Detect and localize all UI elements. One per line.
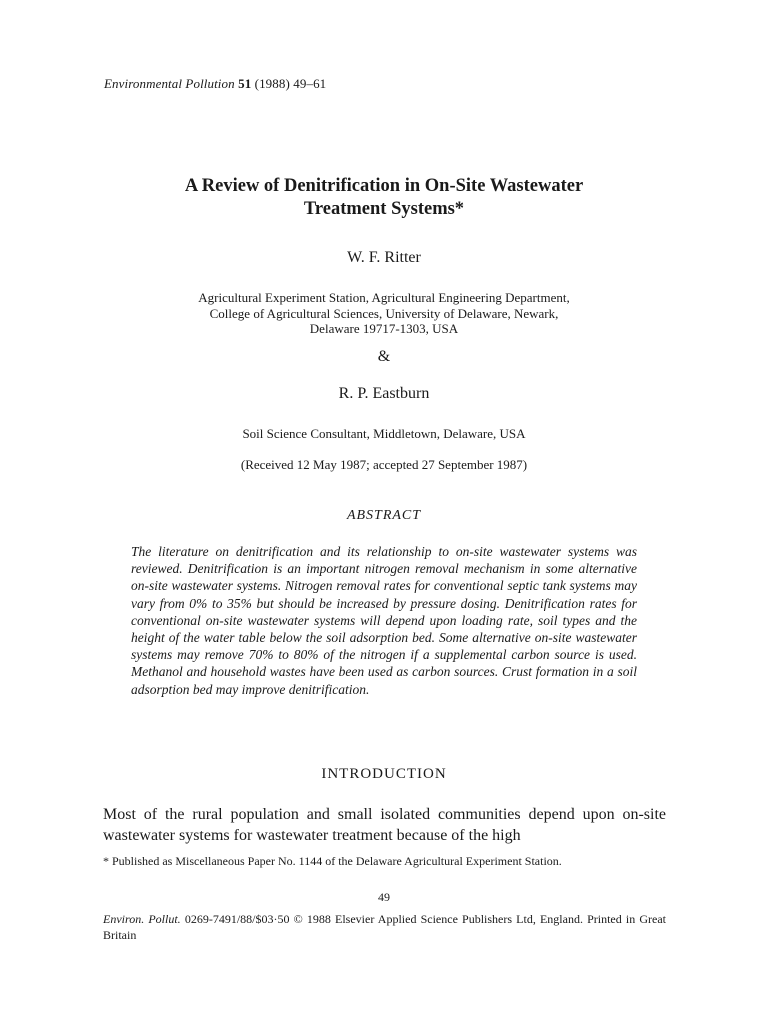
journal-citation: [104, 76, 326, 92]
journal-year-pages: (1988) 49–61: [254, 76, 327, 91]
affiliation-line: College of Agricultural Sciences, University of Delaware, Newark,: [209, 305, 559, 321]
author-affiliation-2: [90, 426, 678, 442]
author-name-2: R. P. Eastburn: [338, 385, 430, 402]
affiliation-line: Soil Science Consultant, Middletown, Delaware, USA: [242, 426, 526, 441]
received-dates: (Received 12 May 1987; accepted 27 September 1987): [240, 457, 528, 472]
title-line-2: Treatment Systems*: [303, 199, 465, 219]
title-line-1: A Review of Denitrification in On-Site Wastewater: [184, 176, 584, 196]
affiliation-line: Agricultural Experiment Station, Agricultural Engineering Department,: [198, 290, 570, 305]
journal-abbreviation: Environ. Pollut.: [103, 912, 181, 926]
author-separator: &: [377, 348, 391, 365]
copyright-text: 0269-7491/88/$03·50 © 1988 Elsevier Applied Science Publishers Ltd, England. Printed in Great Britain: [103, 912, 667, 942]
affiliation-line: Delaware 19717-1303, USA: [309, 321, 459, 336]
abstract-text: The literature on denitrification and its relationship to on-site wastewater systems was reviewed. Denitrification is an important nitrogen removal mechanism in some alternative on-site wastewater systems. Nitrogen removal rates for conventional septic tank systems may vary from 0% to 35% but should be increased by pressure dosing. Denitrification rates for conventional on-site wastewater systems will depend upon loading rate, soil types and the height of the water table below the soil adsorption bed. Some alternative on-site wastewater systems may remove 70% to 80% of the nitrogen if a supplemental carbon source is used. Methanol and household wastes have been used as carbon sources. Crust formation in a soil adsorption bed may improve denitrification.: [131, 544, 637, 697]
page-number: 49: [378, 890, 390, 904]
footnote: * Published as Miscellaneous Paper No. 1144 of the Delaware Agricultural Experiment Station.: [103, 854, 562, 868]
introduction-text: Most of the rural population and small isolated communities depend upon on-site wastewater systems for wastewater treatment because of the high: [103, 806, 666, 844]
introduction-heading: INTRODUCTION: [321, 766, 447, 782]
journal-name: Environmental Pollution: [104, 76, 235, 91]
abstract-heading: ABSTRACT: [346, 508, 422, 523]
paper-title: [90, 175, 678, 221]
author-affiliation-1: [90, 290, 678, 337]
copyright-notice: [103, 912, 666, 943]
author-name-1: W. F. Ritter: [347, 249, 421, 266]
journal-volume: 51: [238, 76, 252, 91]
